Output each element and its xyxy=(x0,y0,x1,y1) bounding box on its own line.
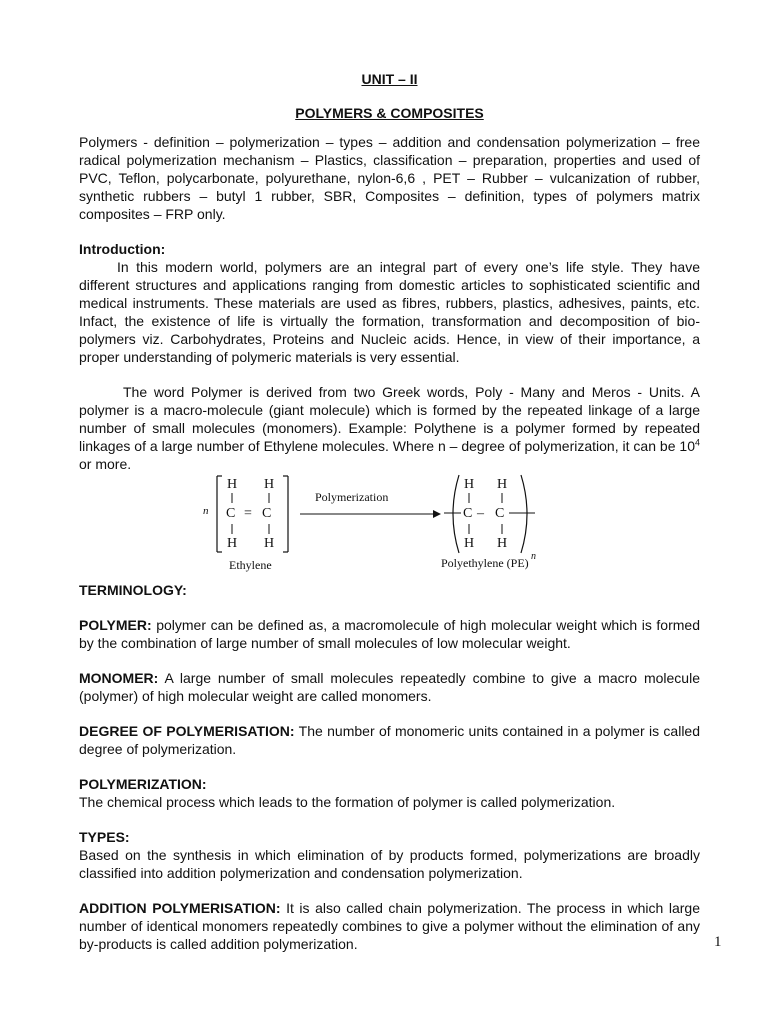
polymer-word-paragraph xyxy=(79,383,700,473)
pe-h-top-right: H xyxy=(497,477,508,492)
ethylene-caption: Ethylene xyxy=(229,558,272,572)
polymerization-term: POLYMERIZATION: xyxy=(79,776,207,792)
monomer-definition xyxy=(79,669,700,705)
pe-h-bottom-left: H xyxy=(464,536,475,551)
degree-term: DEGREE OF POLYMERISATION: xyxy=(79,723,295,739)
addition-definition xyxy=(79,899,700,953)
polymer-definition-text: polymer can be defined as, a macromolecule of high molecular weight which is formed by the combination of large number of small molecules of low molecular weight. xyxy=(79,617,700,651)
polymer-word-text: The word Polymer is derived from two Greek words, Poly - Many and Meros - Units. A polymer is a macro-molecule (giant molecule) which is formed by the repeated linkage of a large number of small molecules (monomers). Example: Polythene is a polymer formed by repeated linkages of a large number of Ethylene molecules. Where n – degree of polymerization, it can be 10 xyxy=(79,384,700,454)
addition-term: ADDITION POLYMERISATION: xyxy=(79,900,281,916)
arrow-head xyxy=(433,510,441,518)
introduction-paragraph: In this modern world, polymers are an integral part of every one’s life style. They have different structures and applications ranging from domestic articles to sophisticated scientific and medical instruments. These materials are used as fibres, rubbers, plastics, adhesives, paints, etc. Infact, the existence of life is virtually the formation, transformation and decomposition of bio-polymers viz. Carbohydrates, Proteins and Nucleic acids. Hence, in view of their importance, a proper understanding of polymeric materials is very essential. xyxy=(79,259,700,365)
addition-definition-text: It is also called chain polymerization. The process in which large number of identical monomers repeatedly combines to give a polymer without the elimination of any by-products is called addition polymerization. xyxy=(79,900,700,952)
polymer-word-text-end: or more. xyxy=(79,456,132,472)
degree-definition xyxy=(79,722,700,758)
monomer-definition-text: A large number of small molecules repeatedly combine to give a macro molecule (polymer) of high molecular weight are called monomers. xyxy=(79,670,700,704)
polymer-term: POLYMER: xyxy=(79,617,152,633)
ethylene-c-left: C xyxy=(226,506,236,521)
terminology-heading: TERMINOLOGY: xyxy=(79,582,187,598)
page-number: 1 xyxy=(714,934,722,950)
n-coefficient-right: n xyxy=(531,551,536,562)
pe-c-left: C xyxy=(463,506,473,521)
degree-definition-text: The number of monomeric units contained in a polymer is called degree of polymerization. xyxy=(79,723,700,757)
ethylene-h-top-right: H xyxy=(264,477,275,492)
types-definition: Based on the synthesis in which elimination of by products formed, polymerizations are broadly classified into addition polymerization and condensation polymerization. xyxy=(79,847,700,881)
paren-left xyxy=(453,475,459,553)
syllabus-paragraph: Polymers - definition – polymerization – types – addition and condensation polymerization – free radical polymerization mechanism – Plastics, classification – preparation, properties and used of PVC, Teflon, polycarbonate, polyurethane, nylon-6,6 , PET – Rubber – vulcanization of rubber, synthetic rubbers – butyl 1 rubber, SBR, Composites – definition, types of polymers matrix composites – FRP only. xyxy=(79,134,700,222)
types-term: TYPES: xyxy=(79,829,130,845)
page-title: POLYMERS & COMPOSITES xyxy=(295,105,484,121)
ethylene-c-right: C xyxy=(262,506,272,521)
document-page xyxy=(79,70,700,953)
ethylene-h-bottom-right: H xyxy=(264,536,275,551)
arrow-label: Polymerization xyxy=(315,490,389,504)
polyethylene-caption: Polyethylene (PE) xyxy=(441,556,529,570)
unit-heading: UNIT – II xyxy=(361,71,418,87)
pe-c-right: C xyxy=(495,506,505,521)
exponent: 4 xyxy=(694,437,700,448)
pe-h-top-left: H xyxy=(464,477,475,492)
introduction-heading: Introduction: xyxy=(79,241,166,257)
monomer-term: MONOMER: xyxy=(79,670,159,686)
ethylene-double-bond: = xyxy=(244,506,252,521)
n-coefficient-left: n xyxy=(203,505,209,517)
polymer-definition xyxy=(79,616,700,652)
ethylene-h-bottom-left: H xyxy=(227,536,238,551)
polymerization-diagram xyxy=(79,473,700,575)
ethylene-h-top-left: H xyxy=(227,477,238,492)
polymerization-definition: The chemical process which leads to the formation of polymer is called polymerization. xyxy=(79,794,616,810)
paren-right xyxy=(521,475,527,553)
pe-h-bottom-right: H xyxy=(497,536,508,551)
pe-single-bond: – xyxy=(477,506,484,521)
